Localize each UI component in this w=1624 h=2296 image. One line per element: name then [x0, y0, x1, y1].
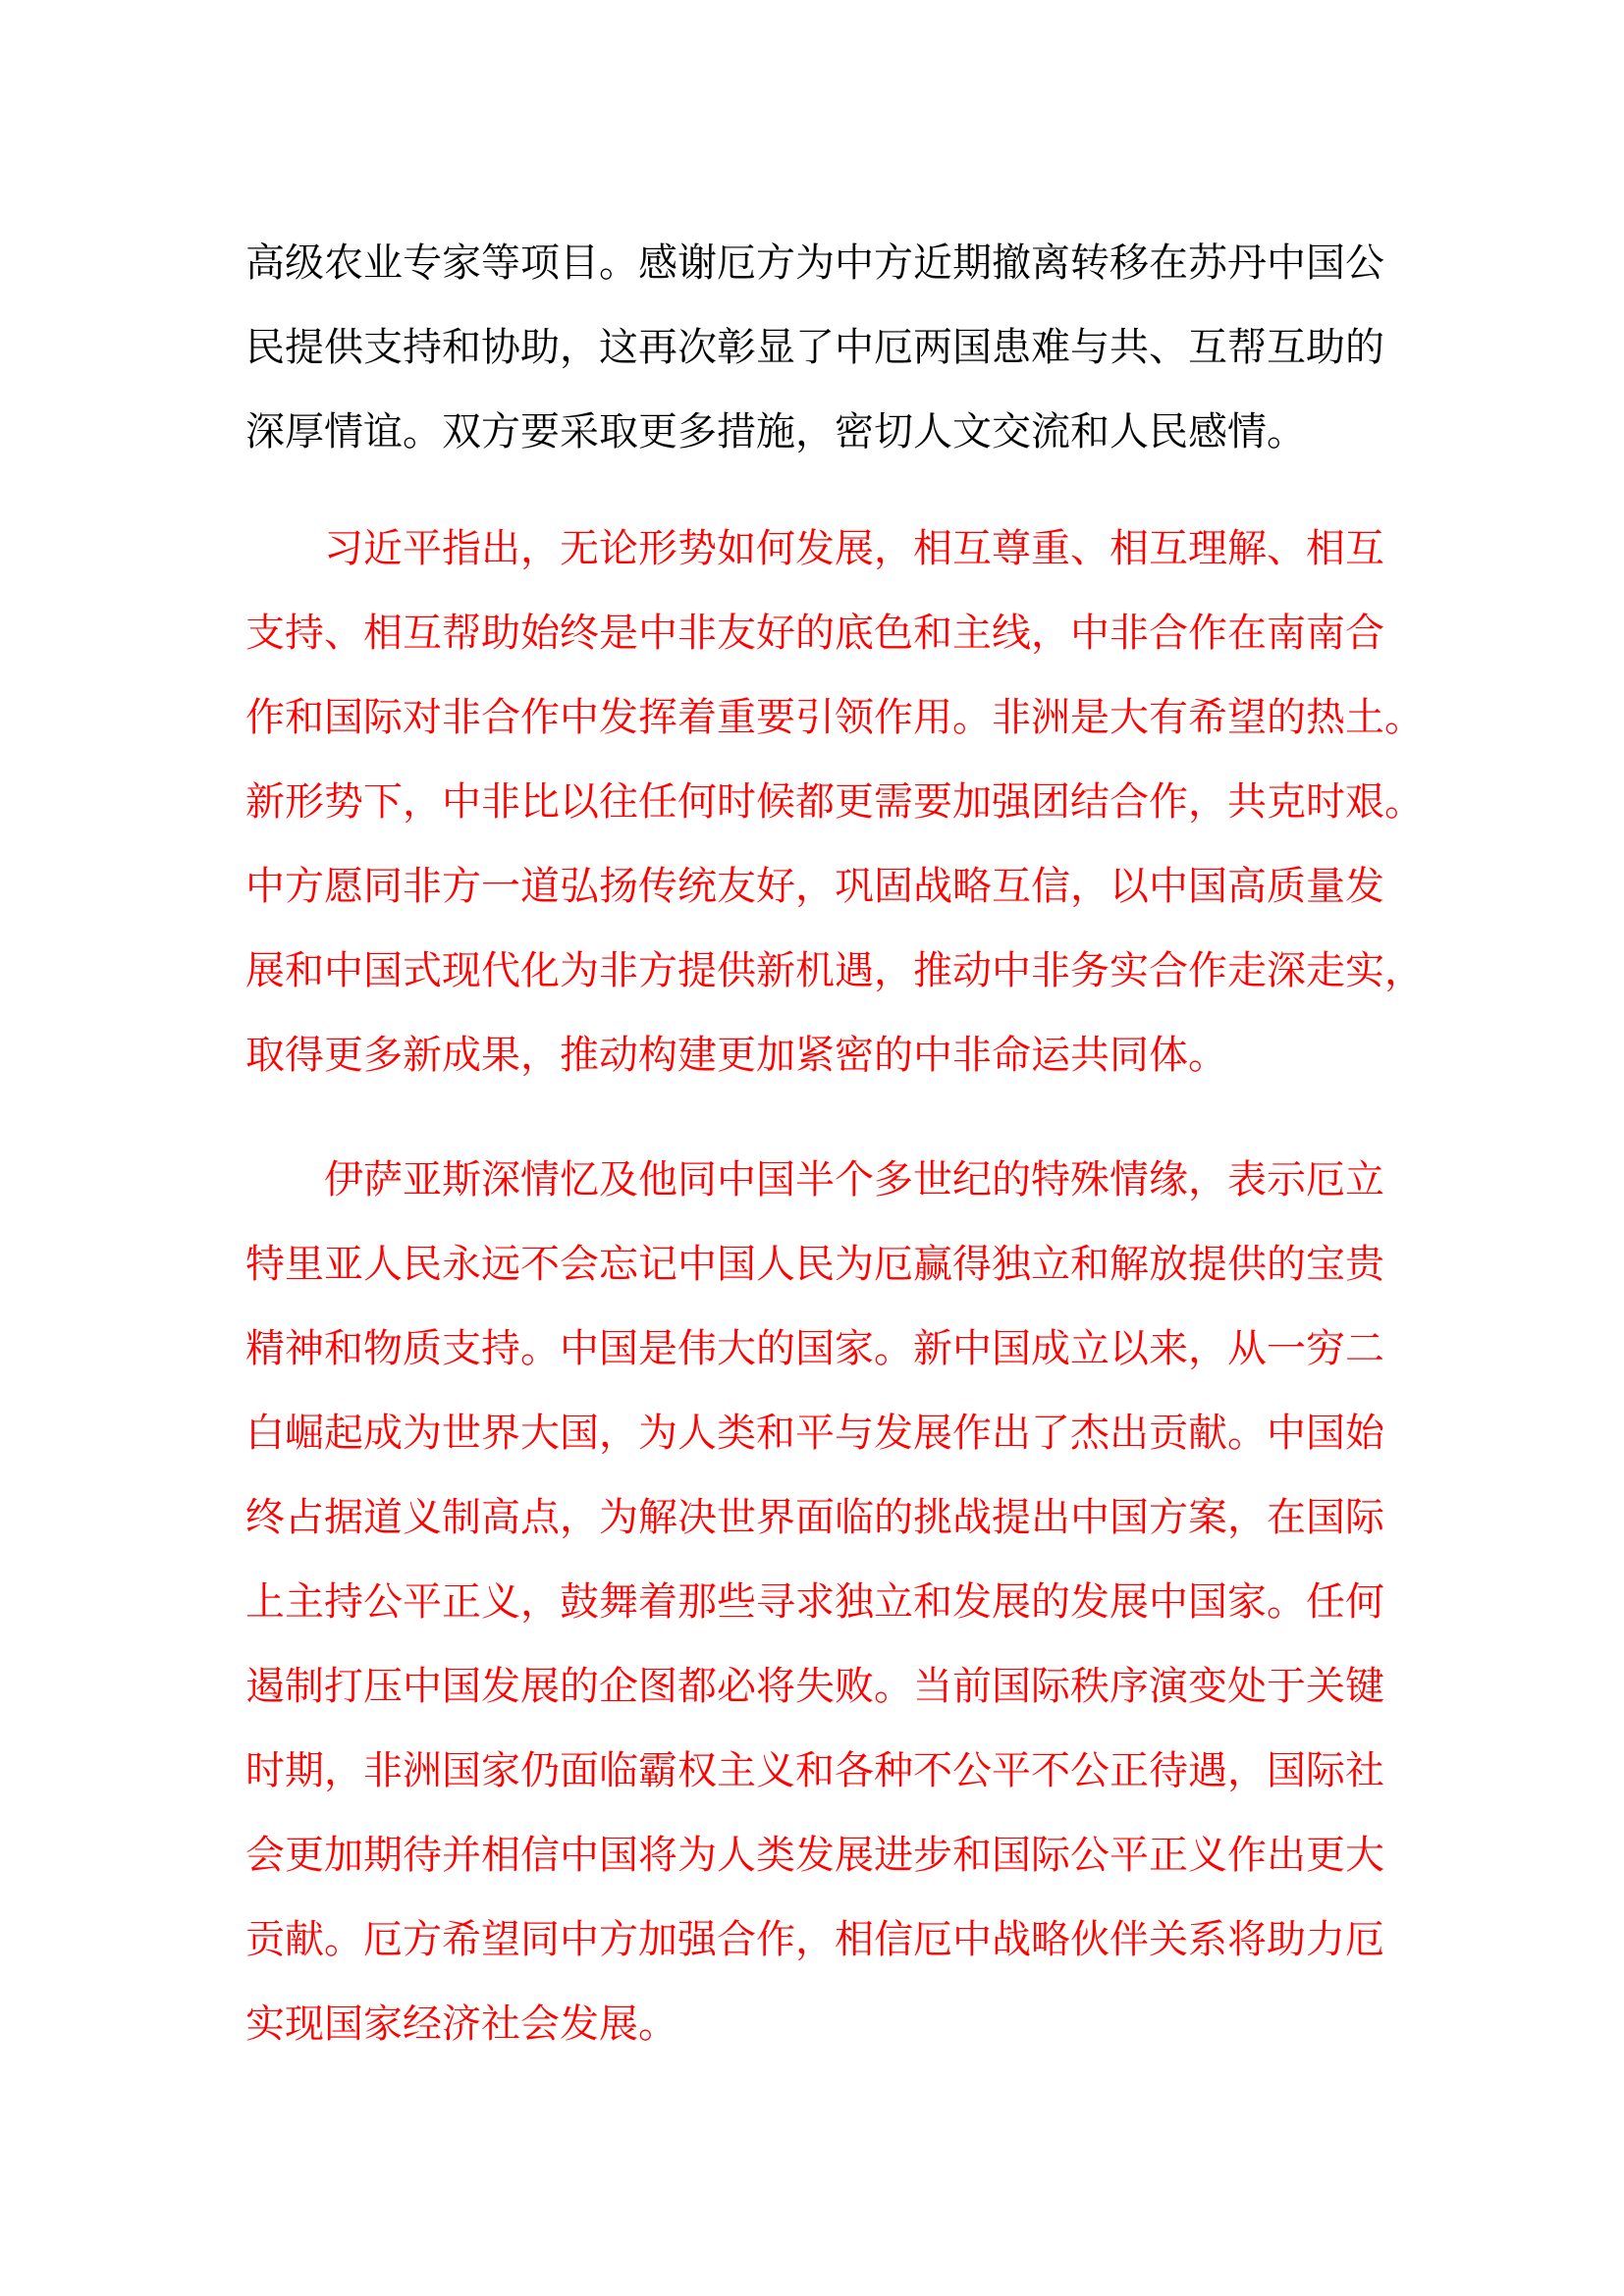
text-line: 上主持公平正义，鼓舞着那些寻求独立和发展的发展中国家。任何 [245, 1579, 1384, 1625]
text-line: 取得更多新成果，推动构建更加紧密的中非命运共同体。 [245, 1033, 1227, 1078]
text-line: 白崛起成为世界大国，为人类和平与发展作出了杰出贡献。中国始 [245, 1411, 1384, 1456]
paragraph-isaias-remarks [245, 1138, 1384, 2066]
text-line: 遏制打压中国发展的企图都必将失败。当前国际秩序演变处于关键 [245, 1664, 1384, 1709]
text-line: 伊萨亚斯深情忆及他同中国半个多世纪的特殊情缘，表示厄立 [245, 1157, 1384, 1202]
text-line: 会更加期待并相信中国将为人类发展进步和国际公平正义作出更大 [245, 1833, 1384, 1878]
text-line: 民提供支持和协助，这再次彰显了中厄两国患难与共、互帮互助的 [245, 325, 1384, 370]
text-line: 高级农业专家等项目。感谢厄方为中方近期撤离转移在苏丹中国公 [245, 240, 1384, 286]
text-line: 深厚情谊。双方要采取更多措施，密切人文交流和人民感情。 [245, 409, 1306, 454]
text-line: 终占据道义制高点，为解决世界面临的挑战提出中国方案，在国际 [245, 1495, 1384, 1540]
text-line: 精神和物质支持。中国是伟大的国家。新中国成立以来，从一穷二 [245, 1326, 1384, 1371]
text-line: 习近平指出，无论形势如何发展，相互尊重、相互理解、相互 [245, 526, 1384, 571]
text-line: 贡献。厄方希望同中方加强合作，相信厄中战略伙伴关系将助力厄 [245, 1917, 1384, 1962]
text-line: 中方愿同非方一道弘扬传统友好，巩固战略互信，以中国高质量发 [245, 864, 1384, 909]
text-line: 作和国际对非合作中发挥着重要引领作用。非洲是大有希望的热土。 [245, 695, 1424, 740]
paragraph-xi-remarks [245, 507, 1424, 1097]
text-line: 实现国家经济社会发展。 [245, 2002, 677, 2047]
text-line: 新形势下，中非比以往任何时候都更需要加强团结合作，共克时艰。 [245, 779, 1424, 825]
paragraph-cooperation-thanks [245, 221, 1384, 474]
text-line: 时期，非洲国家仍面临霸权主义和各种不公平不公正待遇，国际社 [245, 1748, 1384, 1793]
text-line: 支持、相互帮助始终是中非友好的底色和主线，中非合作在南南合 [245, 611, 1384, 656]
text-line: 特里亚人民永远不会忘记中国人民为厄赢得独立和解放提供的宝贵 [245, 1242, 1384, 1287]
text-line: 展和中国式现代化为非方提供新机遇，推动中非务实合作走深走实， [245, 948, 1424, 993]
